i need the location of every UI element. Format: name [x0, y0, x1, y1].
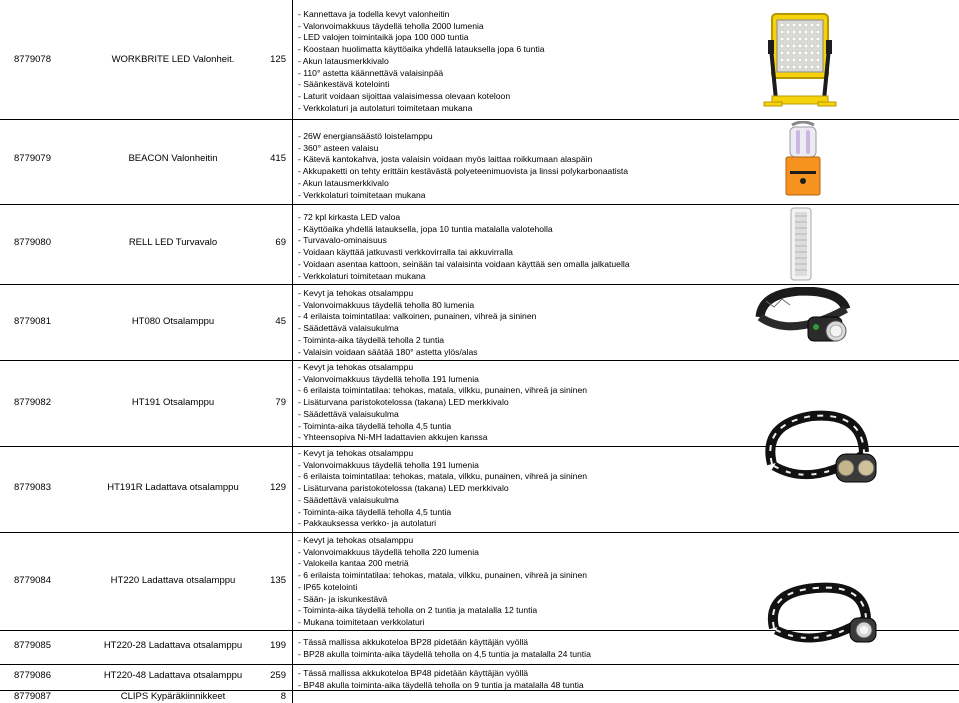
description-line: - Toiminta-aika täydellä teholla 2 tuntia: [298, 334, 445, 345]
product-price: 45: [275, 316, 286, 327]
description-line: - Valonvoimakkuus täydellä teholla 80 lumenia: [298, 299, 475, 310]
row-divider: [0, 204, 959, 205]
description-line: - BP28 akulla toiminta-aika täydellä teholla on 4,5 tuntia ja matalalla 24 tuntia: [298, 648, 591, 659]
description-line: - Mukana toimitetaan verkkolaturi: [298, 616, 425, 627]
description-line: - Valaisin voidaan säätää 180° astetta ylös/alas: [298, 346, 478, 357]
description-line: - Lisäturvana paristokotelossa (takana) LED merkkivalo: [298, 397, 509, 408]
product-code: 8779086: [14, 670, 51, 681]
description-line: - Yhteensopiva Ni-MH ladattavien akkujen kanssa: [298, 432, 488, 443]
product-code: 8779078: [14, 54, 51, 65]
description-line: - Säädettävä valaisukulma: [298, 408, 399, 419]
description-line: - Tässä mallissa akkukoteloa BP28 pidetään käyttäjän vyöllä: [298, 637, 529, 647]
description-line: - Säädettävä valaisukulma: [298, 323, 399, 334]
product-name: WORKBRITE LED Valonheit.: [111, 54, 235, 65]
product-description: [298, 131, 758, 201]
product-description: [298, 212, 758, 282]
product-price: 69: [275, 237, 286, 248]
product-description: [298, 448, 758, 530]
headlamp-ht220-photo: [760, 578, 880, 654]
product-description: [298, 637, 758, 660]
floodlight-photo: [762, 8, 842, 112]
description-line: - Turvavalo-ominaisuus: [298, 235, 387, 246]
beacon-lamp-photo: [778, 121, 828, 199]
description-line: - Voidaan käyttää jatkuvasti verkkovirralla tai akkuvirralla: [298, 247, 513, 258]
description-line: - Voidaan asentaa kattoon, seinään tai valaisinta voidaan käyttää sen omalla jalkatuella: [298, 258, 630, 269]
product-name: HT191R Ladattava otsalamppu: [107, 482, 239, 493]
product-name: BEACON Valonheitin: [128, 153, 218, 164]
description-line: - Sään- ja iskunkestävä: [298, 593, 388, 604]
column-divider: [292, 0, 293, 703]
description-line: - 72 kpl kirkasta LED valoa: [298, 212, 401, 222]
product-description: [298, 668, 758, 691]
description-line: - Valonvoimakkuus täydellä teholla 191 lumenia: [298, 459, 479, 470]
description-line: - Pakkauksessa verkko- ja autolaturi: [298, 518, 437, 529]
product-code: 8779080: [14, 237, 51, 248]
description-line: - LED valojen toimintaikä jopa 100 000 tuntia: [298, 32, 469, 43]
description-line: - 6 erilaista toimintatilaa: tehokas, matala, vilkku, punainen, vihreä ja sininen: [298, 385, 587, 396]
product-name: HT220 Ladattava otsalamppu: [110, 575, 236, 586]
description-line: - Käyttöaika yhdellä latauksella, jopa 10 tuntia matalalla valoteholla: [298, 223, 553, 234]
product-price: 79: [275, 397, 286, 408]
description-line: - Valokeila kantaa 200 metriä: [298, 558, 409, 569]
description-line: - Koostaan huolimatta käyttöaika yhdellä latauksella jopa 6 tuntia: [298, 44, 545, 55]
product-description: [298, 362, 758, 444]
product-name: HT220-48 Ladattava otsalamppu: [103, 670, 243, 681]
description-line: - Säädettävä valaisukulma: [298, 494, 399, 505]
description-line: - Verkkolaturi ja autolaturi toimitetaan mukana: [298, 102, 473, 113]
description-line: - Kannettava ja todella kevyt valonheitin: [298, 9, 450, 19]
product-price: 199: [270, 640, 286, 651]
description-line: - Kätevä kantokahva, josta valaisin voidaan myös laittaa roikkumaan alaspäin: [298, 154, 593, 165]
product-price: 135: [270, 575, 286, 586]
row-divider: [0, 532, 959, 533]
product-name: HT220-28 Ladattava otsalamppu: [103, 640, 243, 651]
product-code: 8779084: [14, 575, 51, 586]
product-name: CLIPS Kypäräkiinnikkeet: [120, 691, 226, 702]
description-line: - Akun latausmerkkivalo: [298, 177, 389, 188]
product-description: [298, 535, 758, 629]
product-code: 8779079: [14, 153, 51, 164]
row-divider: [0, 284, 959, 285]
description-line: - IP65 kotelointi: [298, 581, 358, 592]
product-description: [298, 288, 758, 358]
product-code: 8779083: [14, 482, 51, 493]
description-line: - Säänkestävä kotelointi: [298, 79, 390, 90]
description-line: - Tässä mallissa akkukoteloa BP48 pidetään käyttäjän vyöllä: [298, 668, 529, 678]
product-name: RELL LED Turvavalo: [128, 237, 218, 248]
description-line: - 4 erilaista toimintatilaa: valkoinen, punainen, vihreä ja sininen: [298, 311, 537, 322]
description-line: - Kevyt ja tehokas otsalamppu: [298, 362, 414, 372]
product-name: HT080 Otsalamppu: [131, 316, 215, 327]
product-price: 125: [270, 54, 286, 65]
product-code: 8779085: [14, 640, 51, 651]
description-line: - 6 erilaista toimintatilaa: tehokas, matala, vilkku, punainen, vihreä ja sininen: [298, 471, 587, 482]
product-name: HT191 Otsalamppu: [131, 397, 215, 408]
product-code: 8779082: [14, 397, 51, 408]
description-line: - Laturit voidaan sijoittaa valaisimessa olevaan koteloon: [298, 90, 511, 101]
description-line: - Kevyt ja tehokas otsalamppu: [298, 288, 414, 298]
product-price: 415: [270, 153, 286, 164]
description-line: - Valonvoimakkuus täydellä teholla 191 lumenia: [298, 373, 479, 384]
description-line: - 6 erilaista toimintatilaa: tehokas, matala, vilkku, punainen, vihreä ja sininen: [298, 570, 587, 581]
row-divider: [0, 664, 959, 665]
row-divider: [0, 119, 959, 120]
description-line: - 360° asteen valaisu: [298, 142, 379, 153]
description-line: - 110° astetta käännettävä valaisinpää: [298, 67, 444, 78]
description-line: - Akun latausmerkkivalo: [298, 55, 389, 66]
description-line: - Valonvoimakkuus täydellä teholla 220 lumenia: [298, 546, 479, 557]
row-divider: [0, 360, 959, 361]
product-price: 129: [270, 482, 286, 493]
headlamp-ht080-photo: [752, 287, 862, 357]
description-line: - Toiminta-aika täydellä teholla on 2 tuntia ja matalalla 12 tuntia: [298, 605, 538, 616]
product-description: [298, 9, 758, 114]
description-line: - Toiminta-aika täydellä teholla 4,5 tuntia: [298, 420, 452, 431]
led-bar-photo: [788, 206, 814, 282]
description-line: - Verkkolaturi toimitetaan mukana: [298, 270, 426, 281]
description-line: - Kevyt ja tehokas otsalamppu: [298, 535, 414, 545]
headlamp-ht191-photo: [752, 404, 882, 494]
product-price: 259: [270, 670, 286, 681]
description-line: - Verkkolaturi toimitetaan mukana: [298, 189, 426, 200]
product-code: 8779087: [14, 691, 51, 702]
description-line: - Toiminta-aika täydellä teholla 4,5 tuntia: [298, 506, 452, 517]
description-line: - Valonvoimakkuus täydellä teholla 2000 lumenia: [298, 20, 484, 31]
product-code: 8779081: [14, 316, 51, 327]
description-line: - 26W energiansäästö loistelamppu: [298, 131, 433, 141]
description-line: - BP48 akulla toiminta-aika täydellä teholla on 9 tuntia ja matalalla 48 tuntia: [298, 679, 584, 690]
description-line: - Kevyt ja tehokas otsalamppu: [298, 448, 414, 458]
product-price: 8: [280, 691, 286, 702]
description-line: - Akkupaketti on tehty erittäin kestävästä polyeteenimuovista ja linssi polykarbonaatista: [298, 166, 629, 177]
description-line: - Lisäturvana paristokotelossa (takana) LED merkkivalo: [298, 483, 509, 494]
